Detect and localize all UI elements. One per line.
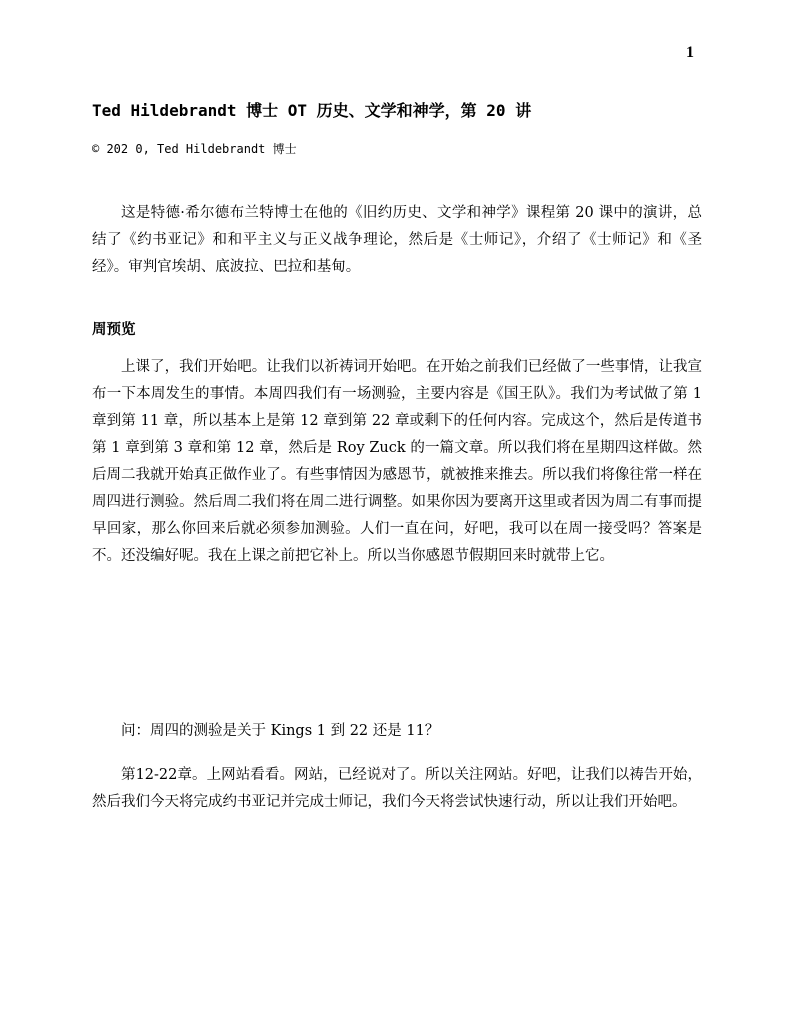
question-paragraph: 问：周四的测验是关于 Kings 1 到 22 还是 11？ xyxy=(121,723,440,739)
document-title: Ted Hildebrandt 博士 OT 历史、文学和神学，第 20 讲 xyxy=(92,101,532,120)
copyright-line: © 202 0, Ted Hildebrandt 博士 xyxy=(92,142,297,156)
body-paragraph: 第12-22章。上网站看看。网站，已经说对了。所以关注网站。好吧，让我们以祷告开始，然后我们今天将完成约书亚记并完成士师记，我们今天将尝试快速行动，所以让我们开始吧。 xyxy=(92,767,702,810)
page-number: 1 xyxy=(686,44,694,61)
section-heading: 周预览 xyxy=(92,321,136,338)
body-paragraph: 上课了，我们开始吧。让我们以祈祷词开始吧。在开始之前我们已经做了一些事情，让我宣布一下本周发生的事情。本周四我们有一场测验，主要内容是《国王队》。我们为考试做了第 1 章到第 11 章，所以基本上是第 12 章到第 22 章或剩下的任何内容。完成这个，然后是传道书第 1 章到第 3 章和第 12 章，然后是 Roy Zuck 的一篇文章。所以我们将在星期四这样做。然后周二我就开始真正做作业了。有些事情因为感恩节，就被推来推去。所以我们将像往常一样在周四进行测验。然后周二我们将在周二进行调整。如果你因为要离开这里或者因为周二有事而提早回家，那么你回来后就必须参加测验。人们一直在问，好吧，我可以在周一接受吗？答案是不。还没编好呢。我在上课之前把它补上。所以当你感恩节假期回来时就带上它。 xyxy=(92,359,702,564)
abstract-paragraph: 这是特德·希尔德布兰特博士在他的《旧约历史、文学和神学》课程第 20 课中的演讲，总结了《约书亚记》和和平主义与正义战争理论，然后是《士师记》，介绍了《士师记》和《圣经》。审判官埃胡、底波拉、巴拉和基甸。 xyxy=(92,205,702,275)
